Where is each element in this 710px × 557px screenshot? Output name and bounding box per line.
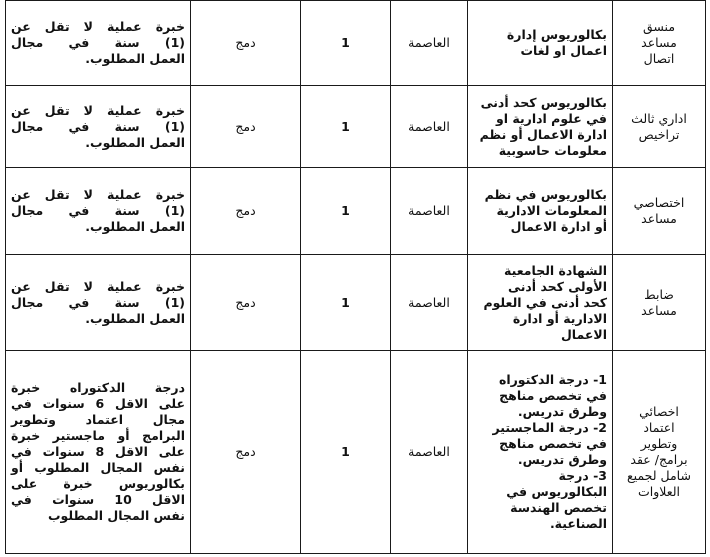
jobs-table [5,0,706,554]
cell-text-line: مجال اعتماد وتطوير [11,412,185,427]
cell-text-line: البرامج أو ماجستير خبرة [11,428,185,443]
cell-text-line: 1- درجة الدكتوراه [498,372,607,387]
cell-text-line: العمل المطلوب. [85,219,185,234]
type-cell: دمج [191,86,301,168]
cell-text-line: اداري ثالث [631,110,687,126]
cell-text-line: مساعد [641,302,677,318]
cell-text-line: في تخصص مناهج [499,388,607,403]
type-cell: دمج [191,351,301,554]
cell-text-line: الصناعية. [549,516,607,531]
experience-cell [6,86,191,168]
cell-text-line: في تخصص مناهج [499,436,607,451]
cell-text-line: العمل المطلوب. [85,51,185,66]
cell-text-line: الاقل 10 سنوات في [11,492,185,507]
cell-text-line: العلاوات [637,484,681,499]
count-cell: 1 [301,1,391,86]
cell-text-line: أو ادارة الاعمال [510,219,607,234]
cell-text-line: 2- درجة الماجستير [492,420,607,435]
qualification-cell [468,1,613,86]
cell-text-line: شامل لجميع [627,468,691,483]
cell-text-line: خبرة عملية لا تقل عن [11,19,185,34]
cell-text-line: اخصائي [639,404,679,419]
cell-text-line: المعلومات الادارية [496,203,607,218]
cell-text-line: في علوم ادارية او [495,110,607,126]
table-row [6,168,706,255]
cell-text-line: بكالوريوس في نظم [484,187,607,202]
cell-text-line: وتطوير [640,436,678,451]
location-cell: العاصمة [391,1,468,86]
table-row [6,351,706,554]
job-title-cell [613,255,706,351]
cell-text-line: درجة الدكتوراه خبرة [11,380,185,395]
cell-text-line: الأولى كحد أدنى [508,278,607,294]
location-cell: العاصمة [391,255,468,351]
count-cell: 1 [301,86,391,168]
cell-text-line: اعمال او لغات [520,43,607,58]
cell-text-line: مساعد [641,35,677,50]
cell-text-line: تخصص الهندسة [510,500,607,515]
cell-text-line: نفس المجال المطلوب [47,508,185,523]
job-title-cell [613,1,706,86]
cell-text-line: خبرة عملية لا تقل عن [11,187,185,202]
cell-text-line: الادارية أو ادارة [512,310,607,326]
cell-text-line: على الاقل 6 سنوات في [11,396,185,411]
cell-text-line: وطرق تدريس. [517,452,607,467]
cell-text-line: خبرة عملية لا تقل عن [11,278,185,294]
cell-text-line: نفس المجال المطلوب أو [11,460,185,475]
count-cell: 1 [301,168,391,255]
cell-text-line: ضابط [644,286,674,302]
qualification-cell [468,168,613,255]
cell-text-line: برامج/ عقد [630,452,688,467]
job-title-cell [613,86,706,168]
cell-text-line: الشهادة الجامعية [504,262,607,278]
experience-cell [6,1,191,86]
location-cell: العاصمة [391,351,468,554]
cell-text-line: منسق [642,19,676,34]
table-row [6,255,706,351]
cell-text-line: الاعمال [560,326,607,342]
job-title-cell [613,168,706,255]
experience-cell [6,351,191,554]
qualification-cell [468,351,613,554]
type-cell: دمج [191,255,301,351]
cell-text-line: مساعد [641,211,677,226]
cell-text-line: البكالوريوس في [506,484,607,499]
cell-text-line: بكالوريوس خبرة على [11,476,185,491]
cell-text-line: وطرق تدريس. [517,404,607,419]
experience-cell [6,168,191,255]
cell-text-line: (1) سنة في مجال [11,118,185,134]
count-cell: 1 [301,351,391,554]
cell-text-line: معلومات حاسوبية [498,142,607,158]
experience-cell [6,255,191,351]
cell-text-line: العمل المطلوب. [85,310,185,326]
cell-text-line: 3- درجة [558,468,607,483]
cell-text-line: على الاقل 8 سنوات في [11,444,185,459]
job-title-cell [613,351,706,554]
table-row [6,1,706,86]
cell-text-line: بكالوريوس إدارة [506,27,607,42]
location-cell: العاصمة [391,168,468,255]
cell-text-line: اتصال [643,51,675,66]
location-cell: العاصمة [391,86,468,168]
cell-text-line: بكالوريوس كحد أدنى [480,94,607,110]
cell-text-line: تراخيص [638,126,680,142]
cell-text-line: ادارة الاعمال أو نظم [479,126,607,142]
cell-text-line: اختصاصي [633,195,685,210]
cell-text-line: العمل المطلوب. [85,134,185,150]
cell-text-line: (1) سنة في مجال [11,294,185,310]
count-cell: 1 [301,255,391,351]
qualification-cell [468,255,613,351]
cell-text-line: كحد أدنى في العلوم [483,294,607,310]
cell-text-line: (1) سنة في مجال [11,203,185,218]
type-cell: دمج [191,168,301,255]
cell-text-line: اعتماد [643,420,675,435]
qualification-cell [468,86,613,168]
cell-text-line: خبرة عملية لا تقل عن [11,102,185,118]
table-row [6,86,706,168]
type-cell: دمج [191,1,301,86]
cell-text-line: (1) سنة في مجال [11,35,185,50]
